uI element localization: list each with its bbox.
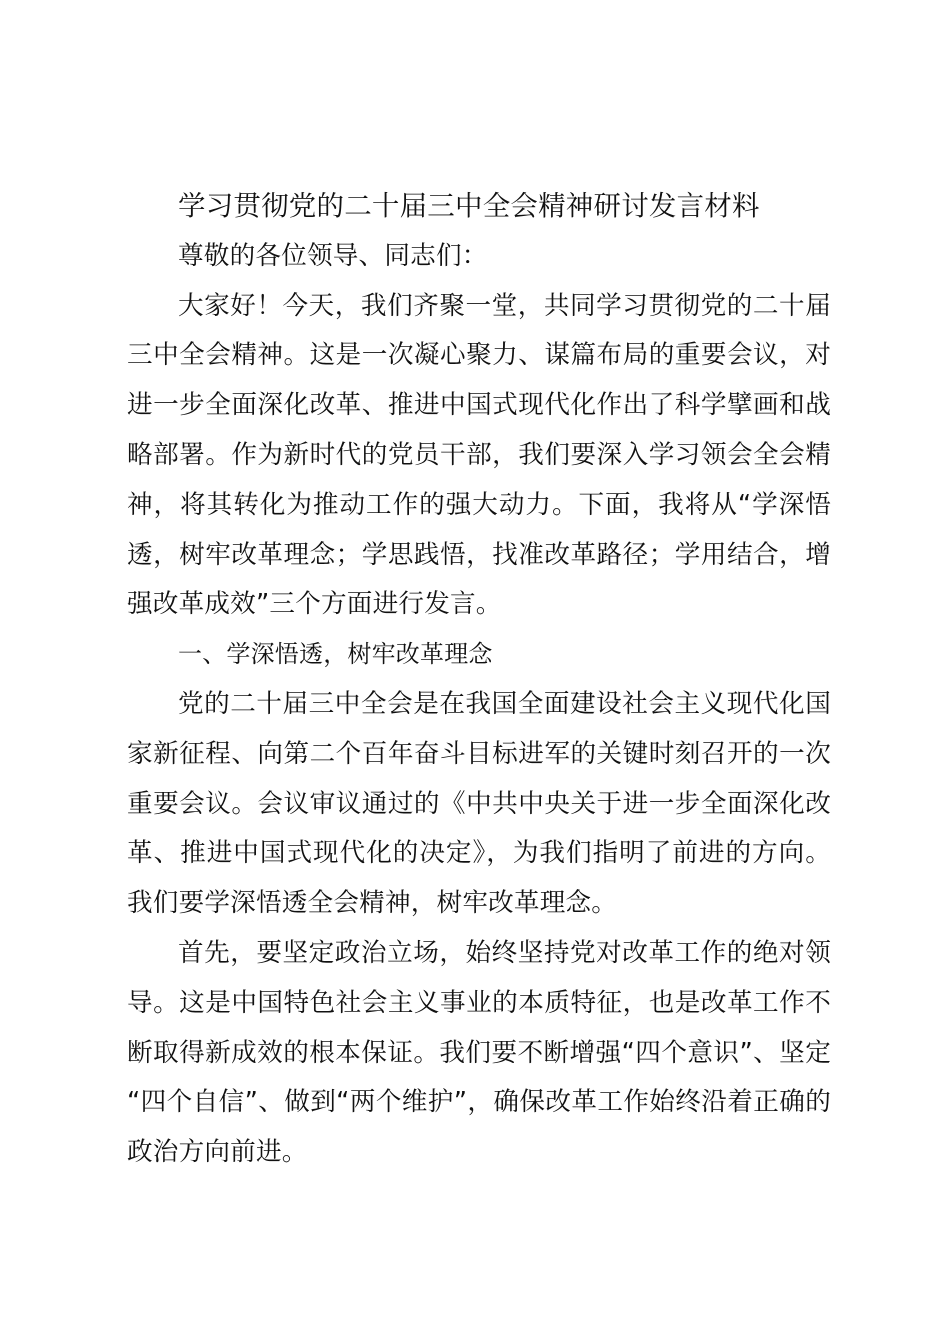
document-body bbox=[127, 182, 831, 1178]
salutation: 尊敬的各位领导、同志们： bbox=[178, 240, 488, 271]
section-heading: 一、学深悟透，树牢改革理念 bbox=[178, 640, 493, 669]
section-paragraph: 首先，要坚定政治立场，始终坚持党对改革工作的绝对领导。这是中国特色社会主义事业的本质特征，也是改革工作不断取得新成效的根本保证。我们要不断增强“四个意识”、坚定“四个自信”、做到“两个维护”，确保改革工作始终沿着正确的政治方向前进。 bbox=[127, 937, 831, 1168]
intro-paragraph: 大家好！今天，我们齐聚一堂，共同学习贯彻党的二十届三中全会精神。这是一次凝心聚力、谋篇布局的重要会议，对进一步全面深化改革、推进中国式现代化作出了科学擘画和战略部署。作为新时代的党员干部，我们要深入学习领会全会精神，将其转化为推动工作的强大动力。下面，我将从“学深悟透，树牢改革理念；学思践悟，找准改革路径；学用结合，增强改革成效”三个方面进行发言。 bbox=[127, 290, 831, 620]
section-paragraph: 党的二十届三中全会是在我国全面建设社会主义现代化国家新征程、向第二个百年奋斗目标进军的关键时刻召开的一次重要会议。会议审议通过的《中共中央关于进一步全面深化改革、推进中国式现代化的决定》，为我们指明了前进的方向。我们要学深悟透全会精神，树牢改革理念。 bbox=[127, 688, 831, 919]
document-title: 学习贯彻党的二十届三中全会精神研讨发言材料 bbox=[178, 190, 760, 222]
